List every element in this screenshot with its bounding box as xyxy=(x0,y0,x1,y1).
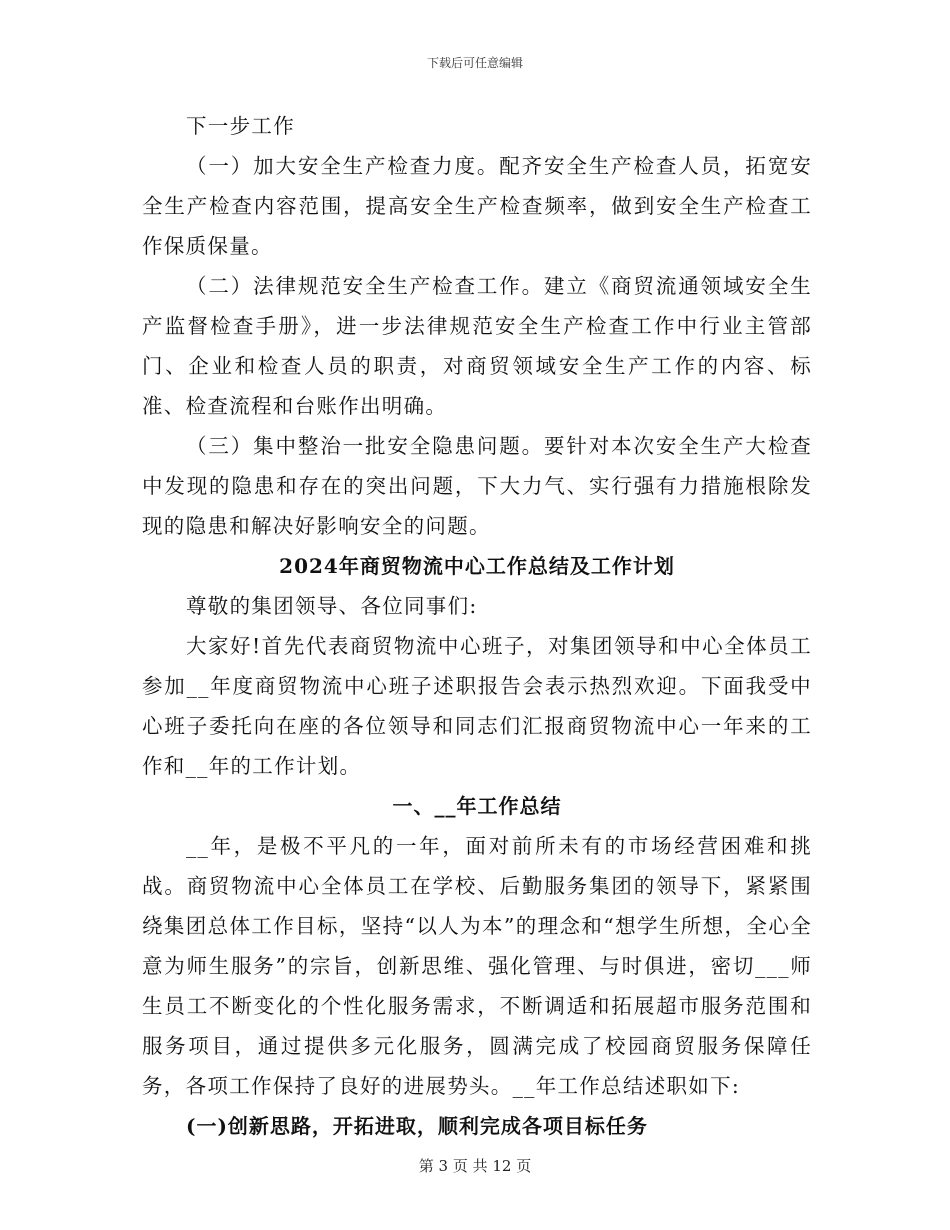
salutation: 尊敬的集团领导、各位同事们: xyxy=(186,594,478,618)
paragraph-item-1: （一）加大安全生产检查力度。配齐安全生产检查人员，拓宽安全生产检查内容范围，提高安全生产检查频率，做到安全生产检查工作保质保量。 xyxy=(142,154,812,258)
document-body xyxy=(142,106,812,1146)
section-title: 下一步工作 xyxy=(186,114,295,138)
paragraph-item-2: （二）法律规范安全生产检查工作。建立《商贸流通领域安全生产监督检查手册》，进一步法律规范安全生产检查工作中行业主管部门、企业和检查人员的职责，对商贸领域安全生产工作的内容、标准、检查流程和台账作出明确。 xyxy=(142,274,812,418)
page-footer: 第 3 页 共 12 页 xyxy=(418,1157,532,1175)
part1-heading: 一、__年工作总结 xyxy=(392,794,562,818)
intro-paragraph: 大家好!首先代表商贸物流中心班子，对集团领导和中心全体员工参加__年度商贸物流中心班子述职报告会表示热烈欢迎。下面我受中心班子委托向在座的各位领导和同志们汇报商贸物流中心一年来的工作和__年的工作计划。 xyxy=(142,634,812,778)
subheading: (一)创新思路，开拓进取，顺利完成各项目标任务 xyxy=(186,1114,648,1138)
document-title: 2024年商贸物流中心工作总结及工作计划 xyxy=(279,554,675,578)
page-header: 下载后可任意编辑 xyxy=(426,56,523,70)
part1-paragraph: __年，是极不平凡的一年，面对前所未有的市场经营困难和挑战。商贸物流中心全体员工在学校、后勤服务集团的领导下，紧紧围绕集团总体工作目标，坚持“以人为本”的理念和“想学生所想，全心全意为师生服务”的宗旨，创新思维、强化管理、与时俱进，密切___师生员工不断变化的个性化服务需求，不断调适和拓展超市服务范围和服务项目，通过提供多元化服务，圆满完成了校园商贸服务保障任务，各项工作保持了良好的进展势头。__年工作总结述职如下: xyxy=(142,834,812,1098)
paragraph-item-3: （三）集中整治一批安全隐患问题。要针对本次安全生产大检查中发现的隐患和存在的突出问题，下大力气、实行强有力措施根除发现的隐患和解决好影响安全的问题。 xyxy=(142,434,812,538)
